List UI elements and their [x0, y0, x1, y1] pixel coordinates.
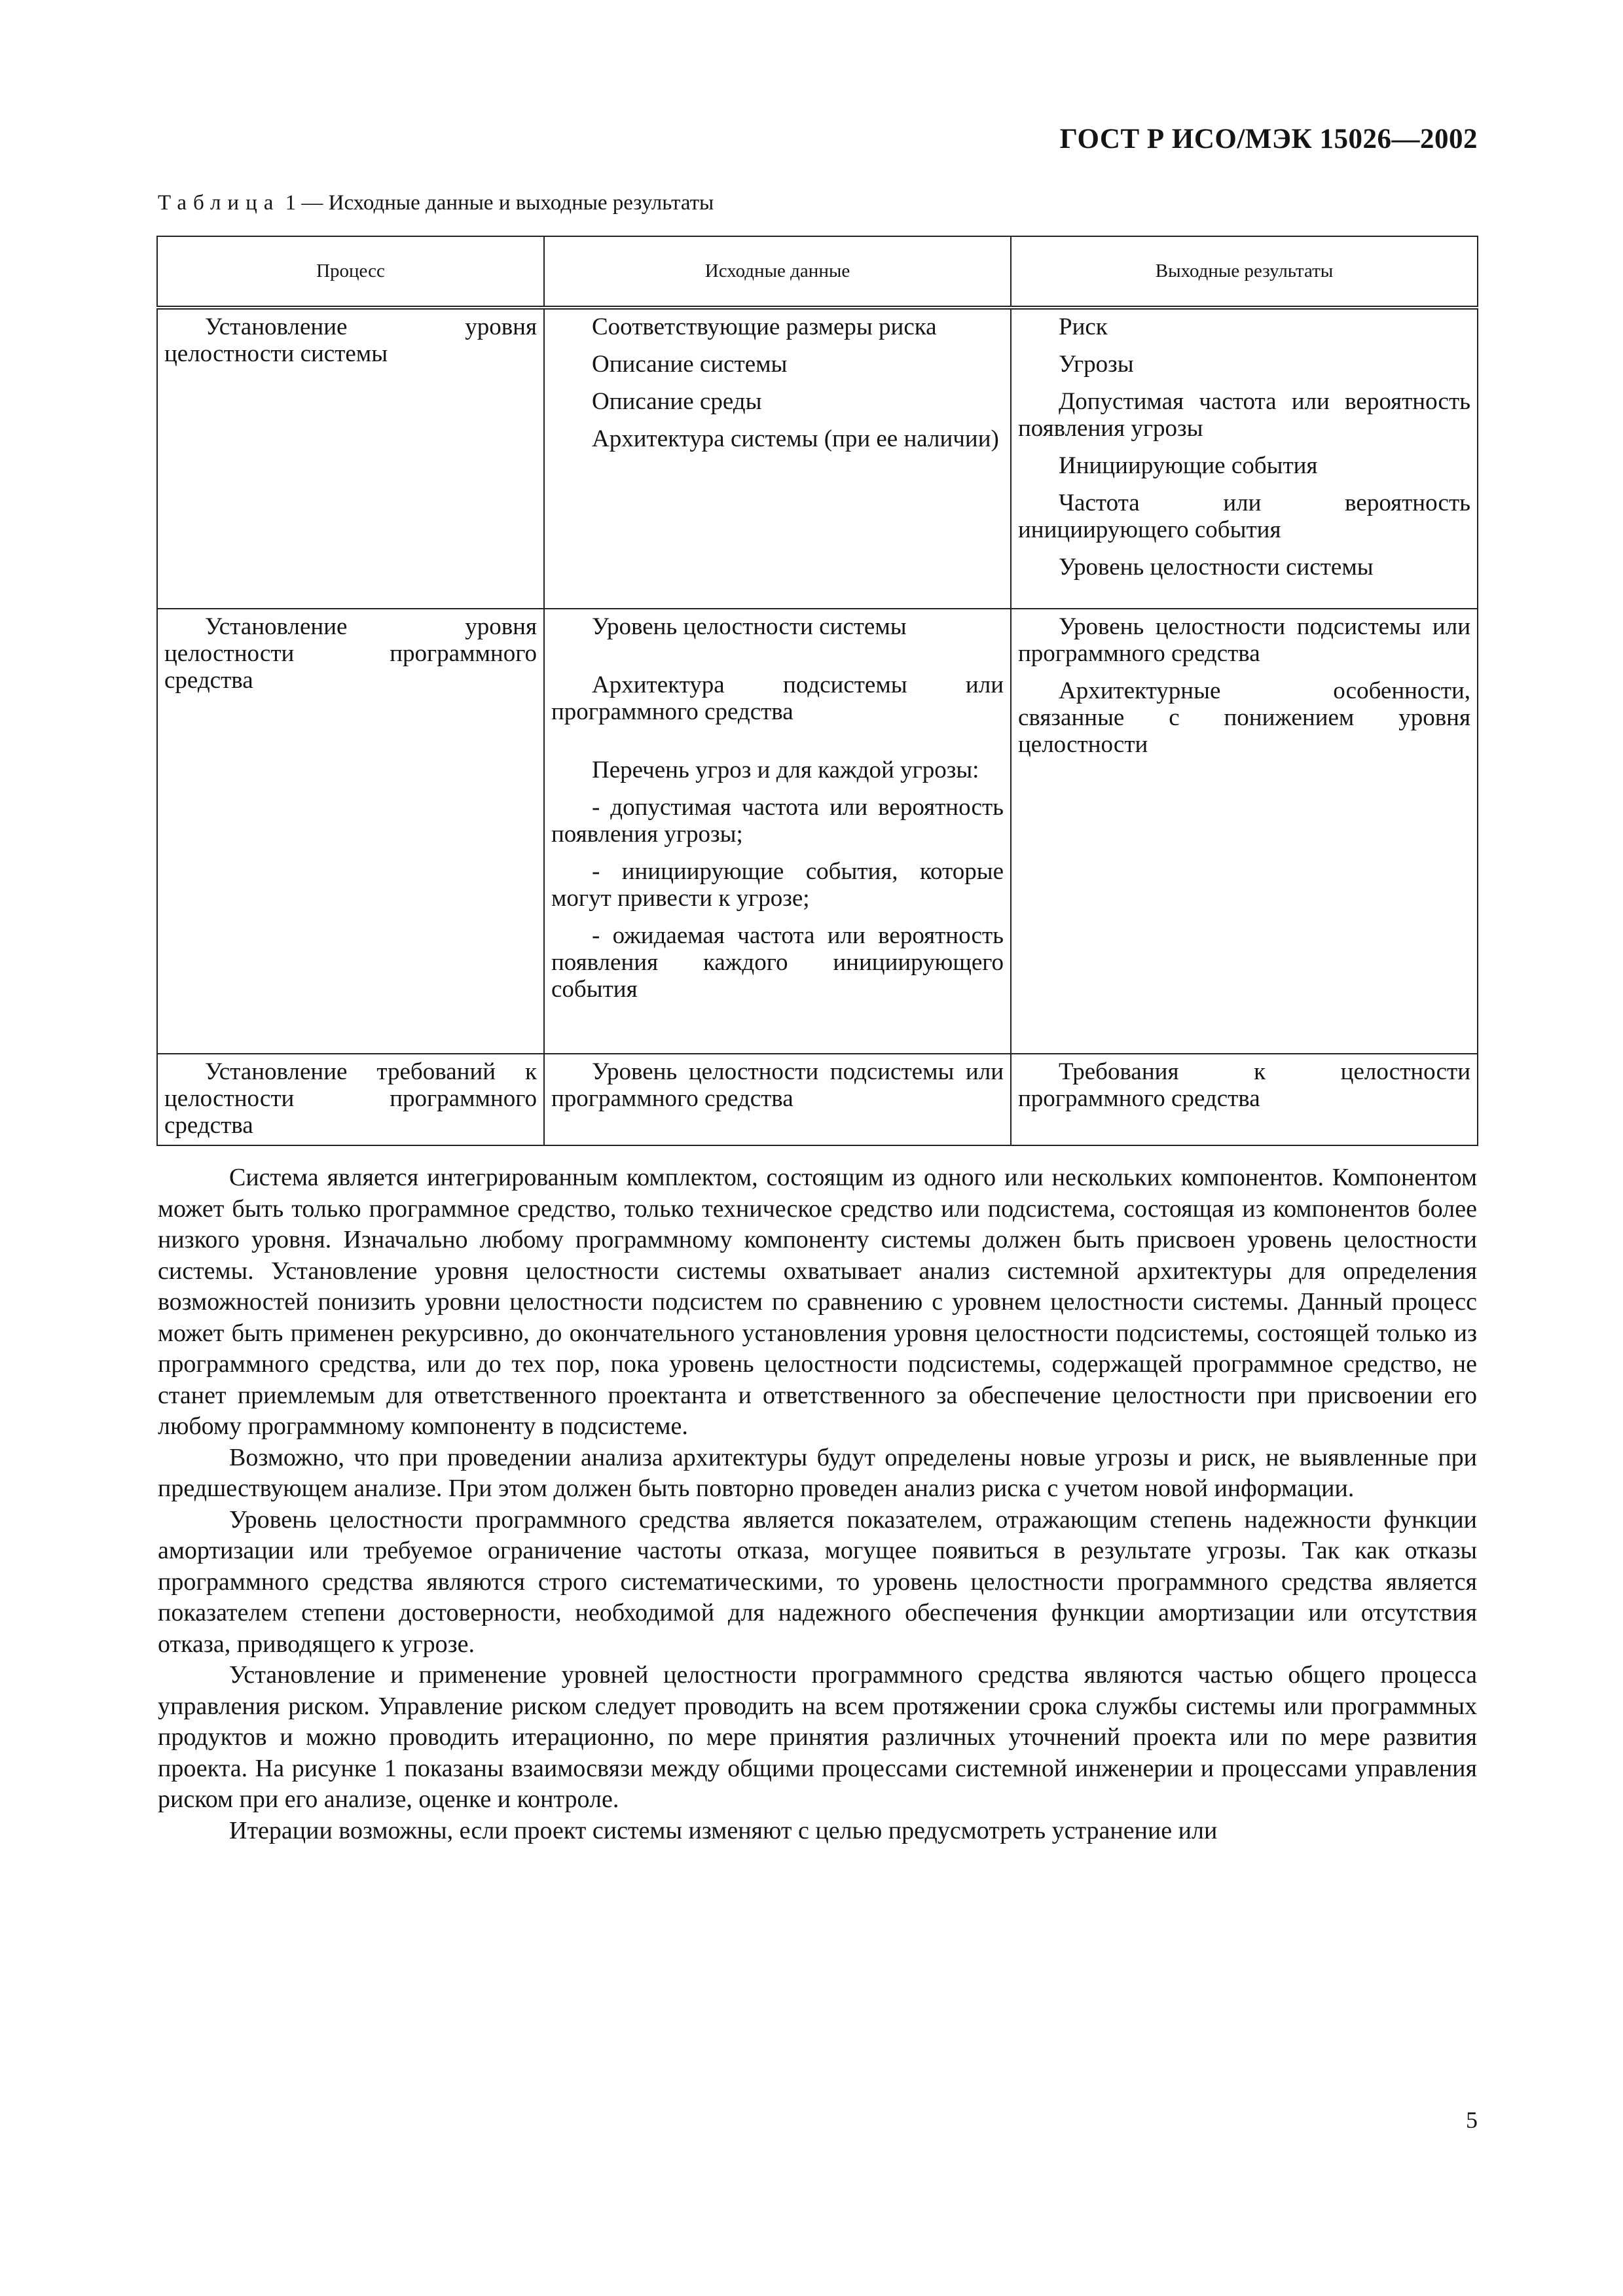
- table-row: [157, 1054, 1478, 1145]
- cell-text: Уровень целостности подсистемы или программного средства: [551, 1058, 1004, 1112]
- cell-text: Архитектура подсистемы или программного средства: [551, 672, 1004, 725]
- cell-text: Требования к целостности программного средства: [1018, 1058, 1470, 1112]
- cell-text: Перечень угроз и для каждой угрозы:: [592, 757, 979, 783]
- cell-text: Уровень целостности системы: [592, 613, 907, 640]
- paragraph: Итерации возможны, если проект системы изменяют с целью предусмотреть устранение или: [229, 1816, 1218, 1844]
- table-row: [157, 609, 1478, 1054]
- cell-text: Соответствующие размеры риска: [592, 314, 937, 340]
- outputs-cell: [1011, 1054, 1478, 1145]
- table-caption: [158, 191, 714, 215]
- cell-text: Уровень целостности подсистемы или программного средства: [1018, 613, 1470, 667]
- process-cell: [157, 1054, 544, 1145]
- table-row: [157, 308, 1478, 609]
- paragraph: Возможно, что при проведении анализа архитектуры будут определены новые угрозы и риск, не выявленные при предшествующем анализе. При этом должен быть повторно проведен анализ риска с учетом новой информации.: [158, 1443, 1477, 1502]
- cell-text: Установление уровня целостности программного средства: [164, 613, 537, 694]
- cell-text: Инициирующие события: [1059, 452, 1318, 479]
- data-table: [156, 236, 1478, 1146]
- cell-text: Архитектурные особенности, связанные с понижением уровня целостности: [1018, 677, 1470, 758]
- standard-code: ГОСТ Р ИСО/МЭК 15026—2002: [1059, 124, 1478, 154]
- cell-text: Уровень целостности системы: [1059, 554, 1374, 581]
- inputs-cell: [544, 609, 1011, 1054]
- cell-text: Установление уровня целостности системы: [164, 314, 537, 367]
- inputs-cell: [544, 308, 1011, 609]
- cell-text: - ожидаемая частота или вероятность появления каждого инициирующего события: [551, 922, 1004, 1003]
- table-caption-title: 1 — Исходные данные и выходные результаты: [285, 191, 714, 215]
- column-header: Процесс: [157, 236, 544, 308]
- paragraph: Система является интегрированным комплектом, состоящим из одного или нескольких компонентов. Компонентом может быть только программное средство, только техническое средство или подсистема, состоящая из компонентов более низкого уровня. Изначально любому программному компоненту системы должен быть присвоен уровень целостности системы. Установление уровня целостности системы охватывает анализ системной архитектуры для определения возможностей понизить уровни целостности подсистем по сравнению с уровнем целостности системы. Данный процесс может быть применен рекурсивно, до окончательного установления уровня целостности подсистемы, состоящей только из программного средства, или до тех пор, пока уровень целостности подсистемы, содержащей программное средство, не станет приемлемым для ответственного проектанта и ответственного за обеспечение целостности при присвоении его любому программному компоненту в подсистеме.: [158, 1164, 1477, 1440]
- process-cell: [157, 609, 544, 1054]
- paragraph: Установление и применение уровней целостности программного средства являются частью общего процесса управления риском. Управление риском следует проводить на всем протяжении срока службы системы или программных продуктов и можно проводить итерационно, по мере принятия различных уточнений проекта или по мере развития проекта. На рисунке 1 показаны взаимосвязи между общими процессами системной инженерии и процессами управления риском при его анализе, оценке и контроле.: [158, 1661, 1477, 1813]
- table-header-row: [157, 236, 1478, 308]
- cell-text: Риск: [1059, 314, 1108, 340]
- cell-text: Архитектура системы (при ее наличии): [592, 425, 999, 452]
- cell-text: Установление требований к целостности программного средства: [164, 1058, 537, 1139]
- cell-text: Допустимая частота или вероятность появления угрозы: [1018, 388, 1470, 442]
- cell-text: Частота или вероятность инициирующего события: [1018, 490, 1470, 543]
- paragraph: Уровень целостности программного средства является показателем, отражающим степень надежности функции амортизации или требуемое ограничение частоты отказа, могущее появиться в результате угрозы. Так как отказы программного средства являются строго систематическими, то уровень целостности программного средства является показателем степени достоверности, необходимой для надежного обеспечения функции амортизации или отсутствия отказа, приводящего к угрозе.: [158, 1505, 1477, 1658]
- page-number: 5: [1466, 2107, 1478, 2133]
- table-caption-label: Таблица: [158, 191, 280, 215]
- inputs-cell: [544, 1054, 1011, 1145]
- body-text: [158, 1162, 1477, 1846]
- cell-text: Угрозы: [1059, 351, 1134, 378]
- column-header: Выходные результаты: [1011, 236, 1478, 308]
- outputs-cell: [1011, 308, 1478, 609]
- outputs-cell: [1011, 609, 1478, 1054]
- cell-text: Описание среды: [592, 388, 762, 415]
- process-cell: [157, 308, 544, 609]
- cell-text: - допустимая частота или вероятность появления угрозы;: [551, 794, 1004, 848]
- column-header: Исходные данные: [544, 236, 1011, 308]
- cell-text: Описание системы: [592, 351, 788, 378]
- cell-text: - инициирующие события, которые могут привести к угрозе;: [551, 858, 1004, 912]
